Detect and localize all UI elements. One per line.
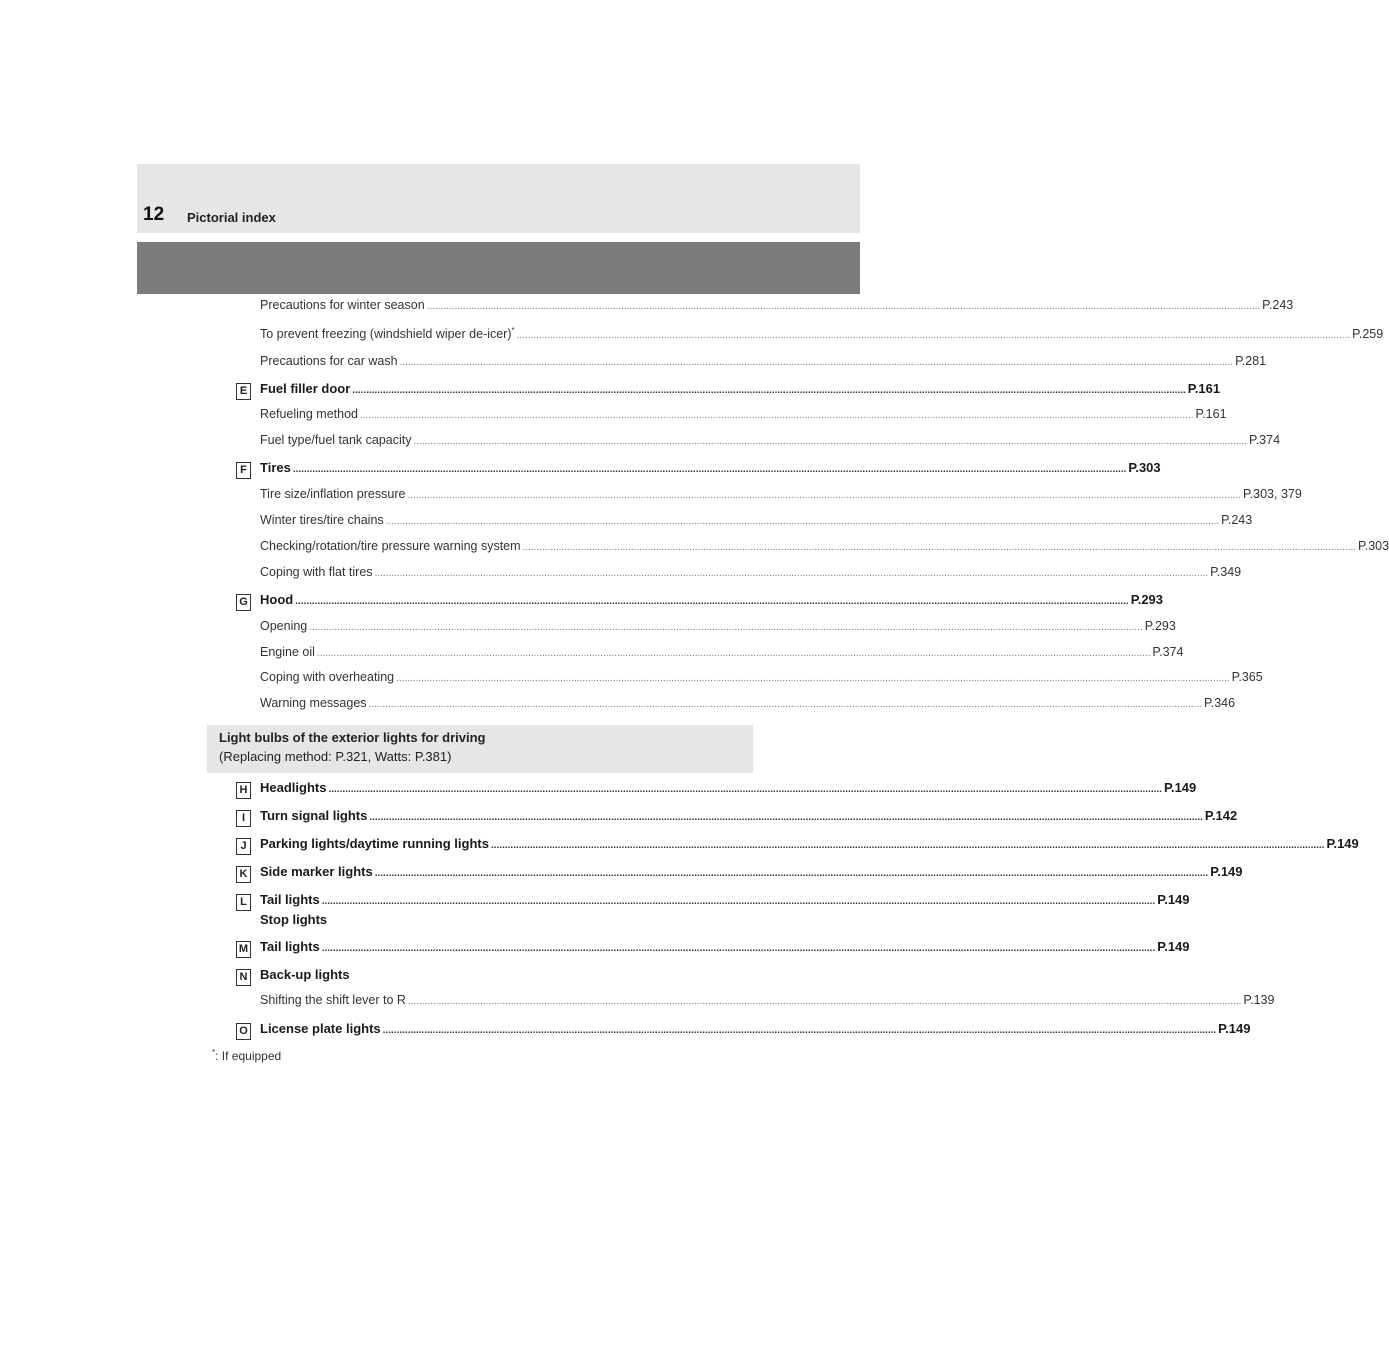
index-entry [260, 592, 1164, 614]
entry-label: License plate lights [260, 1021, 381, 1036]
index-entry [260, 808, 1238, 830]
page-reference: P.149 [1218, 1021, 1251, 1036]
index-entry [260, 696, 1236, 718]
leader-dots: ............................................................................................................................................................................................................................................................................................................ [522, 542, 1357, 553]
callout-letter-box: M [236, 941, 251, 958]
entry-label: Precautions for winter season [260, 298, 425, 312]
callout-letter-box: L [236, 894, 251, 911]
index-entry [260, 354, 1267, 376]
index-entry [260, 433, 1281, 455]
leader-dots: ............................................................................................................................................................................................................................................................................................................ [413, 436, 1247, 447]
index-entry [260, 939, 1190, 961]
footnote-text: : If equipped [215, 1049, 282, 1063]
page-reference: P.365 [1231, 670, 1263, 684]
entry-label: Tail lights [260, 892, 320, 907]
page-reference: P.303, 379 [1242, 487, 1302, 501]
entry-label: Refueling method [260, 407, 358, 421]
entry-label: Turn signal lights [260, 808, 368, 823]
leader-dots: ............................................................................................................................................................................................................................................................................................................ [374, 868, 1209, 879]
leader-dots: ............................................................................................................................................................................................................................................................................................................ [328, 784, 1162, 795]
page-reference: P.161 [1187, 381, 1221, 396]
entry-label: Checking/rotation/tire pressure warning system [260, 539, 521, 553]
light-bulbs-title: Light bulbs of the exterior lights for driving [219, 730, 486, 745]
index-entry [260, 864, 1243, 886]
entry-label: Warning messages [260, 696, 367, 710]
light-bulbs-subtitle: (Replacing method: P.321, Watts: P.381) [219, 749, 452, 764]
page-reference: P.149 [1157, 892, 1190, 907]
index-entry [260, 513, 1253, 535]
entry-label: Engine oil [260, 645, 315, 659]
entry-label: Fuel filler door [260, 381, 351, 396]
page-reference: P.243 [1221, 513, 1253, 527]
leader-dots: ............................................................................................................................................................................................................................................................................................................ [321, 943, 1156, 954]
leader-dots: ............................................................................................................................................................................................................................................................................................................ [516, 330, 1351, 342]
leader-dots: ............................................................................................................................................................................................................................................................................................................ [368, 699, 1203, 710]
page-reference: P.149 [1210, 864, 1243, 879]
entry-label: Opening [260, 619, 308, 633]
leader-dots: ............................................................................................................................................................................................................................................................................................................ [490, 840, 1325, 851]
page-number: 12 [143, 204, 165, 225]
page-reference: P.349 [1210, 565, 1242, 579]
index-entry [260, 1021, 1251, 1043]
entry-label: Coping with overheating [260, 670, 395, 684]
page-reference: P.303 [1358, 539, 1389, 553]
index-entry [260, 993, 1275, 1015]
index-entry [260, 670, 1263, 692]
page-reference: P.293 [1144, 619, 1176, 633]
index-entry [260, 892, 1190, 914]
index-entry [260, 381, 1221, 403]
page-reference: P.346 [1204, 696, 1236, 710]
index-entry [260, 460, 1161, 482]
leader-dots: ............................................................................................................................................................................................................................................................................................................ [292, 464, 1127, 475]
leader-dots: ............................................................................................................................................................................................................................................................................................................ [309, 622, 1143, 633]
callout-letter-box: F [236, 462, 251, 479]
light-bulbs-box [207, 725, 753, 773]
callout-letter-box: H [236, 782, 251, 799]
page-reference: P.161 [1195, 407, 1227, 421]
entry-label: Side marker lights [260, 864, 373, 879]
callout-letter-box: N [236, 969, 251, 986]
entry-label: Parking lights/daytime running lights [260, 836, 489, 851]
entry-label: Fuel type/fuel tank capacity [260, 433, 412, 447]
entry-label: Headlights [260, 780, 327, 795]
footnote [212, 1048, 281, 1063]
leader-dots: ............................................................................................................................................................................................................................................................................................................ [295, 596, 1129, 607]
leader-dots: ............................................................................................................................................................................................................................................................................................................ [382, 1025, 1217, 1036]
leader-dots: ............................................................................................................................................................................................................................................................................................................ [396, 673, 1230, 684]
index-entry [260, 780, 1197, 802]
page-reference: P.149 [1163, 780, 1197, 795]
callout-letter-box: I [236, 810, 251, 827]
entry-label: Shifting the shift lever to R [260, 993, 406, 1007]
page-reference: P.259 [1352, 327, 1384, 342]
index-entry [260, 967, 722, 989]
page-reference: P.149 [1326, 836, 1359, 851]
entry-label: Winter tires/tire chains [260, 513, 384, 527]
page-reference: P.243 [1262, 298, 1294, 312]
leader-dots: ............................................................................................................................................................................................................................................................................................................ [369, 812, 1203, 823]
index-entry [260, 487, 1302, 509]
index-entry [260, 565, 1242, 587]
callout-letter-box: E [236, 383, 251, 400]
leader-dots: ............................................................................................................................................................................................................................................................................................................ [385, 516, 1220, 527]
page-reference: P.374 [1152, 645, 1184, 659]
page-reference: P.142 [1204, 808, 1238, 823]
leader-dots: ............................................................................................................................................................................................................................................................................................................ [407, 996, 1242, 1007]
index-entry [260, 298, 1294, 320]
leader-dots: ............................................................................................................................................................................................................................................................................................................ [352, 385, 1186, 396]
leader-dots: ............................................................................................................................................................................................................................................................................................................ [407, 490, 1241, 501]
entry-label: Tire size/inflation pressure [260, 487, 406, 501]
index-entry [260, 836, 1359, 858]
page-header [137, 164, 860, 233]
entry-label: Tail lights [260, 939, 320, 954]
leader-dots: ............................................................................................................................................................................................................................................................................................................ [399, 357, 1234, 368]
entry-label: Tires [260, 460, 291, 475]
index-entry [260, 407, 1227, 429]
leader-dots: ............................................................................................................................................................................................................................................................................................................ [374, 568, 1209, 579]
page-reference: P.293 [1130, 592, 1164, 607]
entry-label: Hood [260, 592, 294, 607]
callout-letter-box: K [236, 866, 251, 883]
stop-lights-label: Stop lights [260, 912, 328, 927]
asterisk-mark: * [511, 326, 515, 335]
footnote-mark: * [212, 1048, 216, 1057]
page-reference: P.149 [1157, 939, 1190, 954]
page-reference: P.303 [1128, 460, 1161, 475]
callout-letter-box: G [236, 594, 251, 611]
header-band [137, 242, 860, 294]
callout-letter-box: O [236, 1023, 251, 1040]
leader-dots: ............................................................................................................................................................................................................................................................................................................ [321, 896, 1156, 907]
index-entry [260, 539, 1389, 561]
index-entry [260, 619, 1176, 641]
leader-dots: ............................................................................................................................................................................................................................................................................................................ [359, 410, 1194, 421]
page-reference: P.281 [1235, 354, 1267, 368]
index-entry [260, 645, 1184, 667]
index-entry [260, 326, 1384, 348]
entry-label: Coping with flat tires [260, 565, 373, 579]
entry-label: Precautions for car wash [260, 354, 398, 368]
callout-letter-box: J [236, 838, 251, 855]
page-reference: P.139 [1243, 993, 1275, 1007]
section-title: Pictorial index [187, 210, 276, 225]
leader-dots: ............................................................................................................................................................................................................................................................................................................ [426, 301, 1261, 312]
entry-label: To prevent freezing (windshield wiper de-icer)* [260, 326, 515, 342]
entry-label: Back-up lights [260, 967, 350, 982]
leader-dots: ............................................................................................................................................................................................................................................................................................................ [316, 648, 1151, 659]
page-reference: P.374 [1248, 433, 1281, 447]
